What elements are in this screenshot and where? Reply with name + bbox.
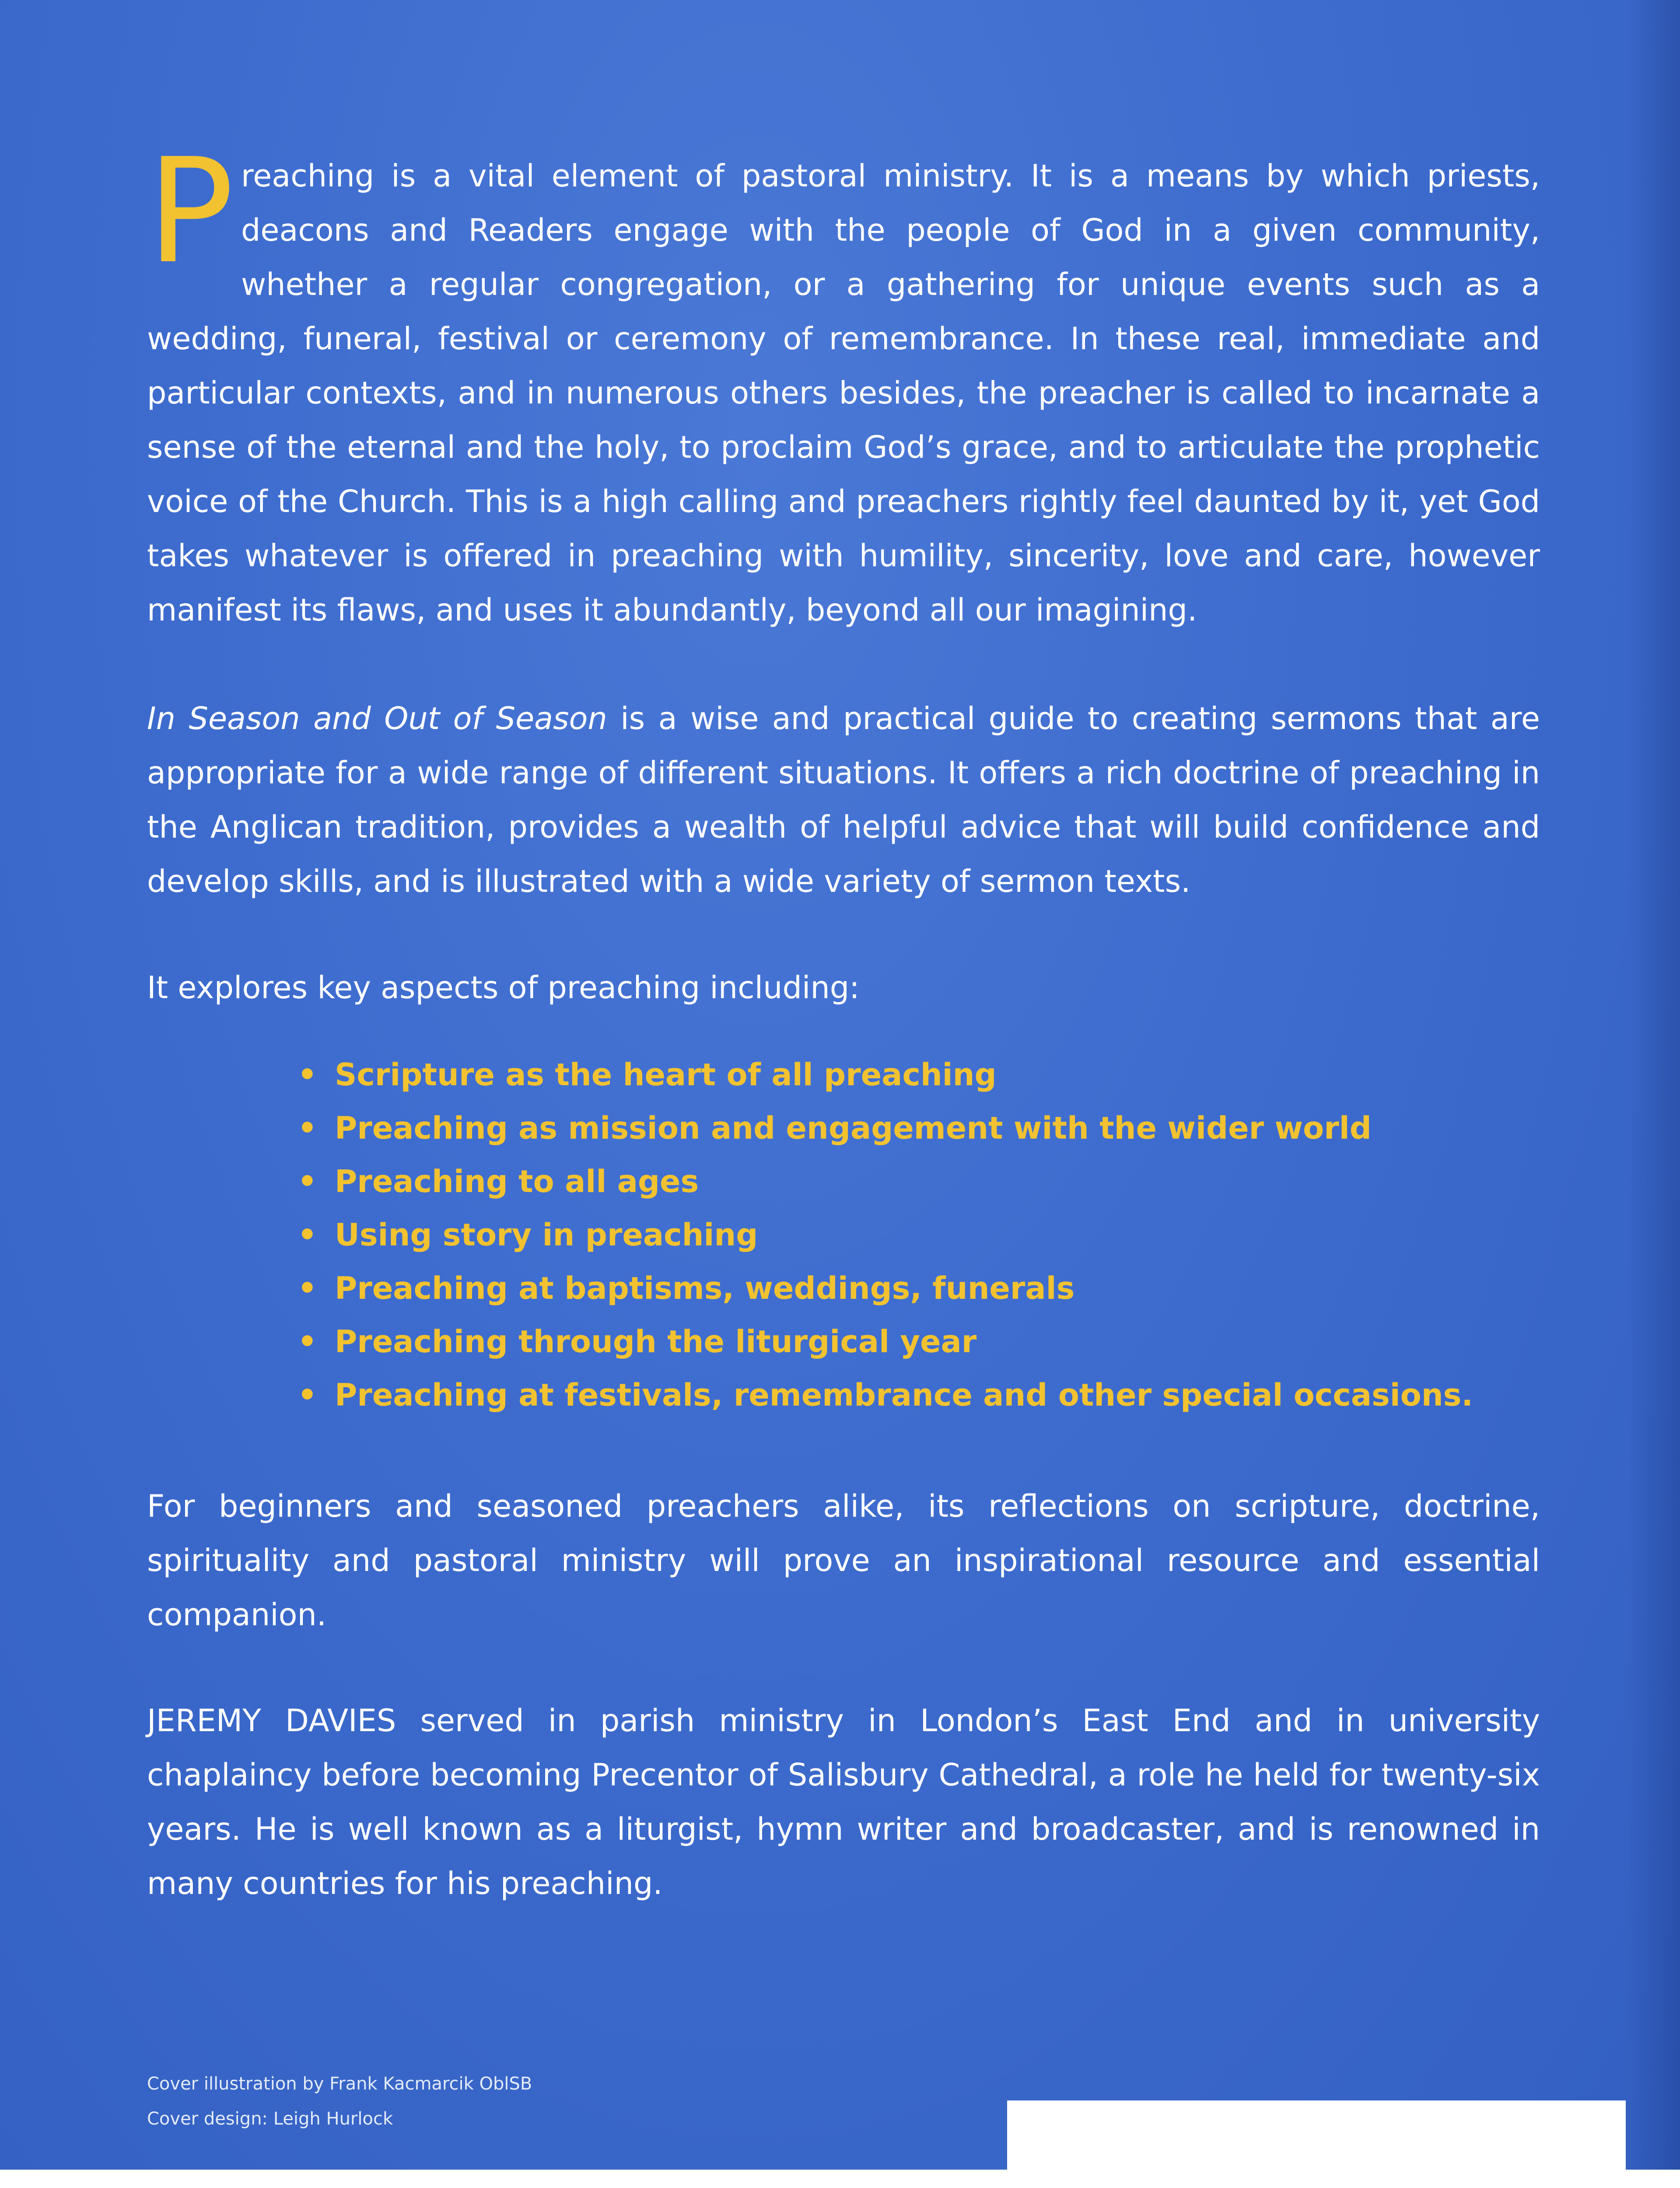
topics-list [298,1048,1473,1422]
description-text: is a wise and practical guide to creating sermons that are appropriate for a wide range of different situations. It offers a rich doctrine of preaching in the Anglican tradition, provides a wealth of helpful advice that will build confidence and develop skills, and is illustrated with a wide variety of sermon texts. [147,701,1540,899]
closing-paragraph: For beginners and seasoned preachers alike, its reflections on scripture, doctrine, spirituality and pastoral ministry will prove an inspirational resource and essential companion. [147,1488,1540,1633]
explores-intro: It explores key aspects of preaching including: [147,970,860,1006]
intro-paragraph [147,127,1540,637]
topic-item: • Preaching through the liturgical year [298,1315,1473,1368]
topic-item: • Using story in preaching [298,1208,1473,1262]
author-bio: JEREMY DAVIES served in parish ministry in London’s East End and in university chaplaincy before becoming Precentor of Salisbury Cathedral, a role he held for twenty-six years. He is well known as a liturgist, hymn writer and broadcaster, and is renowned in many countries for his preaching. [147,1703,1540,1901]
barcode-area [1007,2100,1626,2170]
illustration-credit: Cover illustration by Frank Kacmarcik OblSB [147,2074,532,2094]
topic-item: • Preaching at festivals, remembrance and other special occasions. [298,1368,1473,1422]
topic-item: • Preaching to all ages [298,1155,1473,1208]
drop-cap: P [147,127,234,295]
topic-item: • Preaching at baptisms, weddings, funerals [298,1262,1473,1315]
topic-item: • Preaching as mission and engagement with the wider world [298,1101,1473,1155]
design-credit: Cover design: Leigh Hurlock [147,2109,393,2129]
cover-credits [147,2066,532,2136]
topic-item: • Scripture as the heart of all preaching [298,1048,1473,1101]
book-title: In Season and Out of Season [147,701,607,736]
description-paragraph [147,691,1540,908]
intro-text: reaching is a vital element of pastoral ministry. It is a means by which priests, deacons and Readers engage with the people of God in a given community, whether a regular congregation, or a gathering for unique events such as a wedding, funeral, festival or ceremony of remembrance. In these real, immediate and particular contexts, and in numerous others besides, the preacher is called to incarnate a sense of the eternal and the holy, to proclaim God’s grace, and to articulate the prophetic voice of the Church. This is a high calling and preachers rightly feel daunted by it, yet God takes whatever is offered in preaching with humility, sincerity, love and care, however manifest its flaws, and uses it abundantly, beyond all our imagining. [147,158,1540,628]
